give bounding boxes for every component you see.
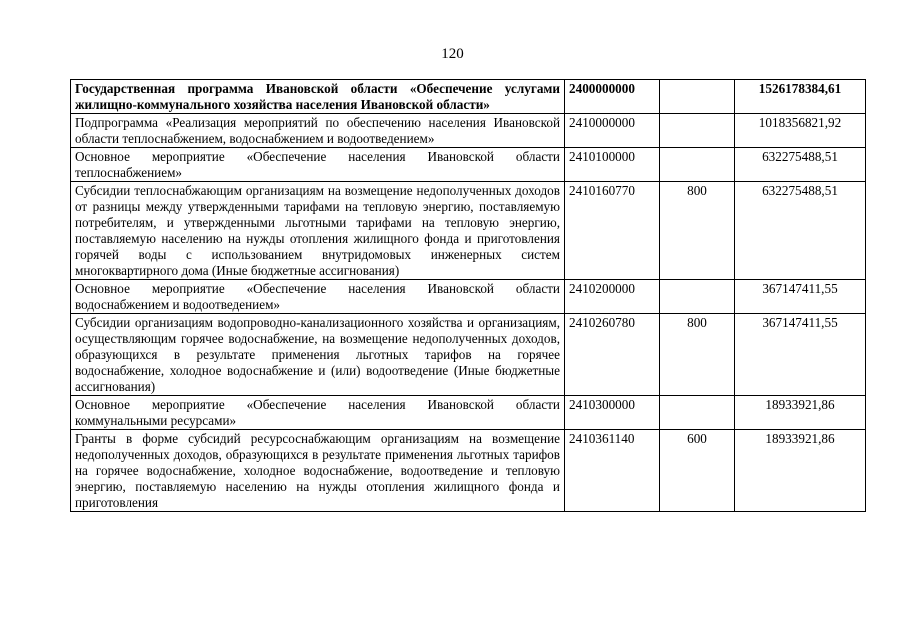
row-code-cell: 2410000000 xyxy=(565,114,660,148)
row-amount-cell: 632275488,51 xyxy=(735,182,866,280)
table-row xyxy=(71,148,866,182)
page-number: 120 xyxy=(441,46,464,62)
row-amount-cell: 18933921,86 xyxy=(735,430,866,512)
row-name-cell: Субсидии теплоснабжающим организациям на возмещение недополученных доходов от разницы между утвержденными тарифами на тепловую энергию, поставляемую потребителям, и утвержденными льготными тарифами на тепловую энергию, поставляемую населению на нужды отопления жилищного фонда и приготовления горячей воды с использованием внутридомовых инженерных систем многоквартирного дома (Иные бюджетные ассигнования) xyxy=(71,182,565,280)
table-row xyxy=(71,280,866,314)
row-type-cell xyxy=(660,396,735,430)
row-type-cell: 800 xyxy=(660,182,735,280)
row-amount-cell: 1018356821,92 xyxy=(735,114,866,148)
row-name-cell: Государственная программа Ивановской области «Обеспечение услугами жилищно-коммунального хозяйства населения Ивановской области» xyxy=(71,80,565,114)
row-amount-cell: 367147411,55 xyxy=(735,314,866,396)
row-type-cell xyxy=(660,280,735,314)
row-code-cell: 2410160770 xyxy=(565,182,660,280)
table-row xyxy=(71,182,866,280)
row-name-cell: Основное мероприятие «Обеспечение населения Ивановской области теплоснабжением» xyxy=(71,148,565,182)
row-amount-cell: 1526178384,61 xyxy=(735,80,866,114)
row-code-cell: 2410100000 xyxy=(565,148,660,182)
table-row xyxy=(71,430,866,512)
table-row xyxy=(71,114,866,148)
table-row xyxy=(71,396,866,430)
row-code-cell: 2410300000 xyxy=(565,396,660,430)
row-type-cell: 800 xyxy=(660,314,735,396)
row-type-cell: 600 xyxy=(660,430,735,512)
row-code-cell: 2410361140 xyxy=(565,430,660,512)
budget-table xyxy=(70,79,866,512)
row-amount-cell: 18933921,86 xyxy=(735,396,866,430)
row-name-cell: Гранты в форме субсидий ресурсоснабжающим организациям на возмещение недополученных доходов, образующихся в результате применения льготных тарифов на горячее водоснабжение, холодное водоснабжение, водоотведение и тепловую энергию, поставляемую населению на нужды отопления жилищного фонда и приготовления xyxy=(71,430,565,512)
row-name-cell: Подпрограмма «Реализация мероприятий по обеспечению населения Ивановской области теплоснабжением, водоснабжением и водоотведением» xyxy=(71,114,565,148)
table-row xyxy=(71,314,866,396)
row-code-cell: 2410200000 xyxy=(565,280,660,314)
row-amount-cell: 367147411,55 xyxy=(735,280,866,314)
row-code-cell: 2400000000 xyxy=(565,80,660,114)
row-amount-cell: 632275488,51 xyxy=(735,148,866,182)
row-type-cell xyxy=(660,148,735,182)
row-name-cell: Субсидии организациям водопроводно-канализационного хозяйства и организациям, осуществляющим горячее водоснабжение, на возмещение недополученных доходов, образующихся в результате применения льготных тарифов на горячее водоснабжение, холодное водоснабжение и (или) водоотведение (Иные бюджетные ассигнования) xyxy=(71,314,565,396)
row-type-cell xyxy=(660,80,735,114)
table-row xyxy=(71,80,866,114)
row-name-cell: Основное мероприятие «Обеспечение населения Ивановской области водоснабжением и водоотведением» xyxy=(71,280,565,314)
row-code-cell: 2410260780 xyxy=(565,314,660,396)
row-type-cell xyxy=(660,114,735,148)
row-name-cell: Основное мероприятие «Обеспечение населения Ивановской области коммунальными ресурсами» xyxy=(71,396,565,430)
